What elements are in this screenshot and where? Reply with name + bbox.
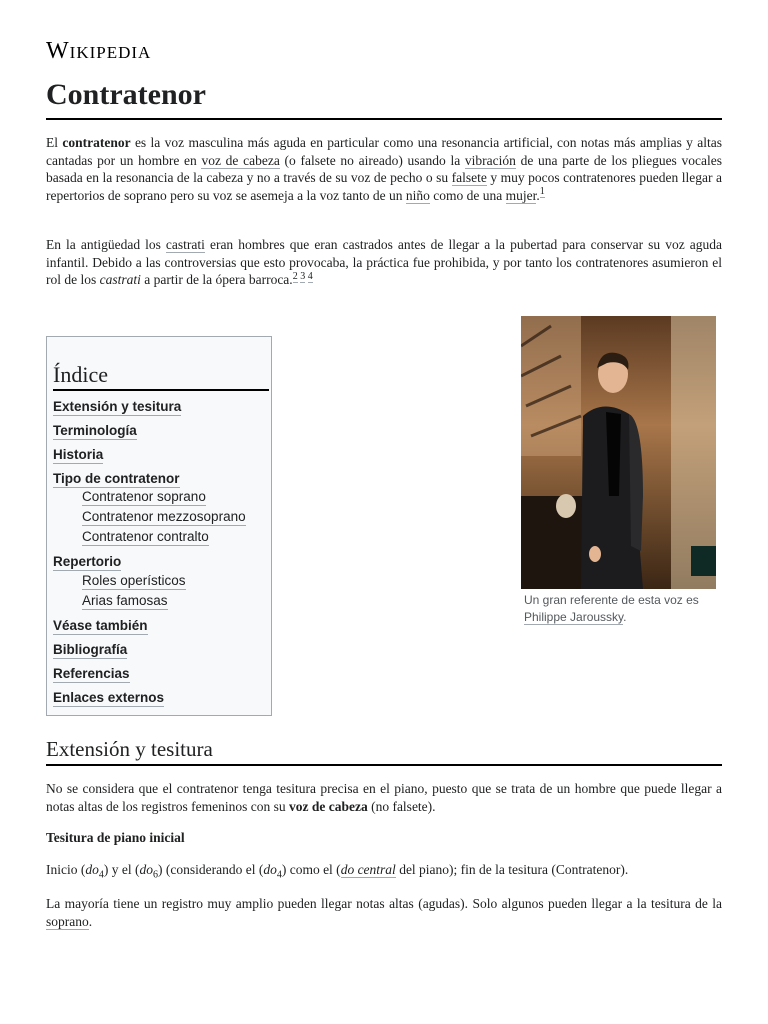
reference-3[interactable]: 3 xyxy=(300,270,306,282)
toc-item-mezzosoprano[interactable]: Contratenor mezzosoprano xyxy=(82,509,246,524)
link-vibracion[interactable]: vibración xyxy=(464,152,516,168)
link-castrati[interactable]: castrati xyxy=(165,237,205,252)
section1-paragraph-2: Inicio $(do_4)$ y el $(do_6)$ (considerando el $(do_4)$ como el (do central del piano); fin de la tesitura (Contratenor). xyxy=(46,862,629,881)
link-nino[interactable]: niño xyxy=(405,187,430,203)
link-mujer[interactable]: mujer xyxy=(505,187,537,203)
toc-item-tipo[interactable]: Tipo de contratenor xyxy=(53,471,180,486)
singer-photo-image xyxy=(521,316,716,589)
section1-paragraph-1: No se considera que el contratenor tenga tesitura precisa en el piano, puesto que se trata de un hombre que puede llegar a notas altas de los registros femeninos con su voz de cabeza (no falsete). xyxy=(46,781,722,814)
reference-1[interactable]: 1 xyxy=(539,186,545,197)
reference-4[interactable]: 4 xyxy=(307,270,313,282)
toc-item-referencias[interactable]: Referencias xyxy=(53,666,130,681)
toc-item-terminologia[interactable]: Terminología xyxy=(53,423,137,438)
link-soprano[interactable]: soprano xyxy=(46,913,89,929)
intro-paragraph-1: El contratenor es la voz masculina más aguda en particular como una resonancia artificial, con notas más amplias y altas cantadas por un hombre en voz de cabeza (o falsete no aireado) usando la vibración de una parte de los pliegues vocales basada en la resonancia de la cabeza y no a través de su voz de pecho o su falsete y muy pocos contratenores pueden llegar a repertorios de soprano pero su voz se asemeja a la voz tanto de un niño como de una mujer.$^1$ xyxy=(46,135,723,203)
section1-subheading: Tesitura de piano inicial xyxy=(46,830,185,845)
link-voz-de-cabeza[interactable]: voz de cabeza xyxy=(201,152,280,168)
reference-2[interactable]: 2 xyxy=(292,270,298,282)
section-heading-extension: Extensión y tesitura xyxy=(46,736,722,766)
link-philippe-jaroussky[interactable]: Philippe Jaroussky xyxy=(524,610,624,624)
link-do-central[interactable]: do central xyxy=(340,862,396,877)
photo-caption: Un gran referente de esta voz es Philippe Jaroussky. xyxy=(524,593,699,624)
page-title: Contratenor xyxy=(46,76,722,120)
table-of-contents xyxy=(46,336,272,716)
toc-item-historia[interactable]: Historia xyxy=(53,447,104,462)
toc-item-roles[interactable]: Roles operísticos xyxy=(82,573,186,588)
link-falsete[interactable]: falsete xyxy=(451,170,487,185)
toc-item-repertorio[interactable]: Repertorio xyxy=(53,554,122,569)
toc-item-enlaces[interactable]: Enlaces externos xyxy=(53,690,165,705)
section1-paragraph-3: La mayoría tiene un registro muy amplio pueden llegar notas altas (agudas). Solo algunos pueden llegar a la tesitura de la soprano. xyxy=(46,896,722,929)
toc-item-bibliografia[interactable]: Bibliografía xyxy=(53,642,128,657)
toc-item-extension[interactable]: Extensión y tesitura xyxy=(53,399,182,414)
toc-heading: Índice xyxy=(53,361,269,391)
toc-item-contralto[interactable]: Contratenor contralto xyxy=(82,529,209,544)
toc-item-vease[interactable]: Véase también xyxy=(53,618,148,633)
toc-item-soprano[interactable]: Contratenor soprano xyxy=(82,489,206,504)
singer-photo[interactable] xyxy=(521,316,716,589)
wikipedia-wordmark[interactable]: Wikipedia xyxy=(46,38,152,64)
toc-item-arias[interactable]: Arias famosas xyxy=(82,593,168,608)
intro-paragraph-2: En la antigüedad los castrati eran hombres que eran castrados antes de llegar a la pubertad para conservar su voz aguda infantil. Debido a las controversias que esto provocaba, la práctica fue prohibida, y por tanto los contratenores asumieron el rol de los castrati a partir de la ópera barroca.$^{2 3 4}$ xyxy=(46,237,722,287)
